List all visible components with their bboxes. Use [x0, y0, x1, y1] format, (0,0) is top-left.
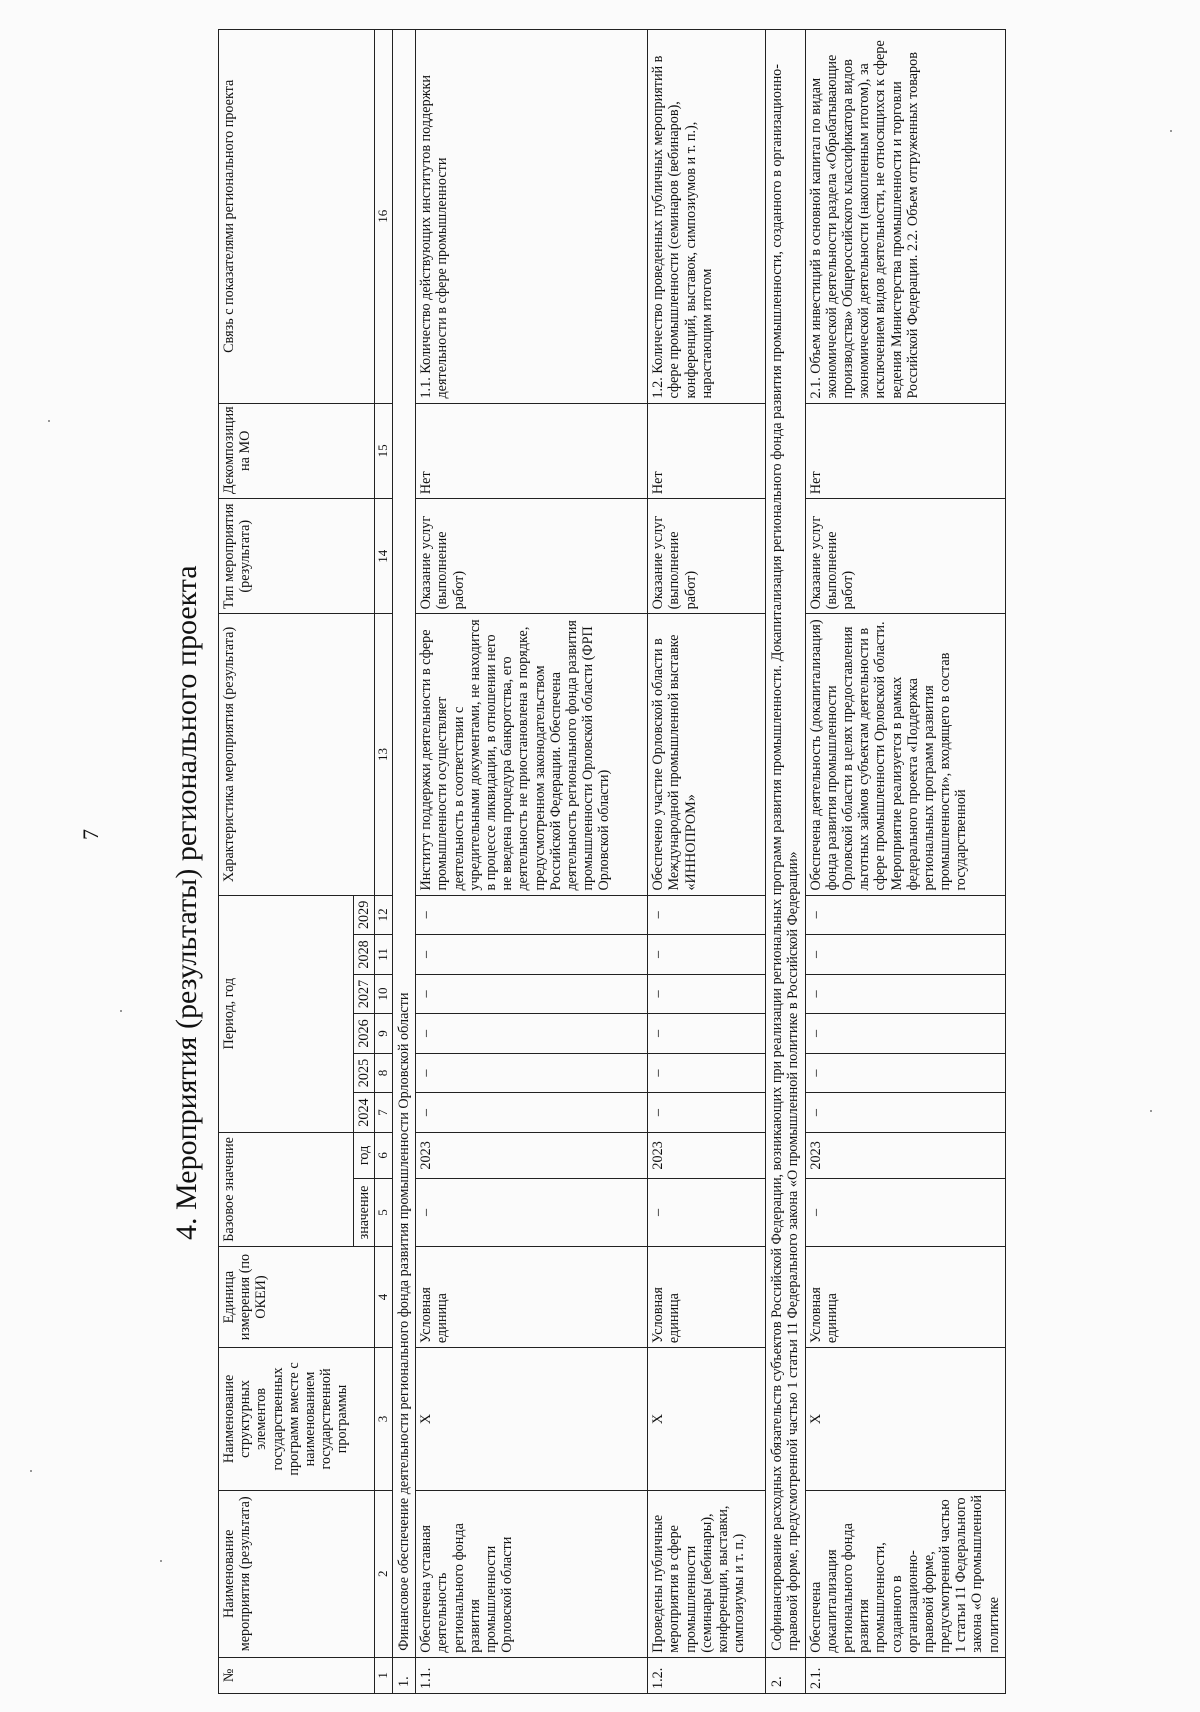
header-year: 2024	[354, 1093, 375, 1133]
year-value: –	[416, 1093, 648, 1133]
event-name: Обеспечена докапитализация регионального фонда развития промышленности, созданного в организационно-правовой форме, предусмотренной частью 1 статьи 11 Федерального закона «О промышленной политике	[805, 1490, 1005, 1657]
scan-speck	[30, 1470, 32, 1472]
column-number: 3	[375, 1348, 393, 1491]
column-number-row	[375, 30, 393, 1694]
section-number: 2.	[766, 1657, 805, 1693]
header-no: №	[219, 1657, 375, 1693]
row-number: 2.1.	[805, 1657, 1005, 1693]
header-characteristic: Характеристика мероприятия (результата)	[219, 614, 375, 895]
page-number: 7	[78, 829, 103, 840]
row-number: 1.1.	[416, 1657, 648, 1693]
year-value: –	[648, 1014, 766, 1054]
header-structural: Наименование структурных элементов государственных программ вместе с наименованием государственной программы	[219, 1348, 375, 1491]
events-table	[218, 29, 1006, 1694]
year-value: –	[805, 974, 1005, 1014]
year-value: –	[416, 935, 648, 975]
indicator-link: 2.1. Объем инвестиций в основной капитал по видам экономической деятельности раздела «Обрабатывающие производства» Общероссийского классификатора видов экономической деятельности (накопленным итогом), за исключением видов деятельности, не относящихся к сфере ведения Министерства промышленности и торговли Российской Федерации. 2.2. Объем отгруженных товаров	[805, 30, 1005, 404]
section-row-2	[766, 30, 805, 1694]
header-year: 2025	[354, 1053, 375, 1093]
structural-element: Х	[805, 1348, 1005, 1491]
section-title: 4. Мероприятия (результаты) регионального проекта	[170, 565, 203, 1240]
decomposition: Нет	[416, 403, 648, 499]
year-value: –	[805, 1053, 1005, 1093]
section-title-text: Софинансирование расходных обязательств субъектов Российской Федерации, возникающих при реализации региональных программ развития промышленности. Докапитализация регионального фонда развития промышленности, созданного в организационно-правовой форме, предусмотренной частью 1 статьи 11 Федерального закона «О промышленной политике в Российской Федерации»	[766, 30, 805, 1658]
characteristic: Обеспечено участие Орловской области в Международной промышленной выставке «ИННОПРОМ»	[648, 614, 766, 895]
header-base: Базовое значение	[219, 1132, 354, 1246]
year-value: –	[805, 935, 1005, 975]
column-number: 4	[375, 1247, 393, 1348]
section-number: 1.	[393, 1657, 416, 1693]
event-name: Обеспечена уставная деятельность регионального фонда развития промышленности Орловской области	[416, 1490, 648, 1657]
table-row	[805, 30, 1005, 1694]
year-value: –	[416, 974, 648, 1014]
year-value: –	[648, 974, 766, 1014]
indicator-link: 1.1. Количество действующих институтов поддержки деятельности в сфере промышленности	[416, 30, 648, 404]
year-value: –	[805, 895, 1005, 935]
year-value: –	[416, 1053, 648, 1093]
scan-speck	[1170, 130, 1172, 132]
header-year: 2028	[354, 935, 375, 975]
header-unit: Единица измерения (по ОКЕИ)	[219, 1247, 375, 1348]
column-number: 14	[375, 499, 393, 614]
column-number: 1	[375, 1657, 393, 1693]
base-value: –	[805, 1178, 1005, 1246]
scan-speck	[120, 1010, 122, 1012]
row-number: 1.2.	[648, 1657, 766, 1693]
year-value: –	[648, 1053, 766, 1093]
header-base-year: год	[354, 1132, 375, 1178]
base-year: 2023	[416, 1132, 648, 1178]
header-type: Тип мероприятия (результата)	[219, 499, 375, 614]
unit: Условная единица	[648, 1247, 766, 1348]
decomposition: Нет	[805, 403, 1005, 499]
column-number: 2	[375, 1490, 393, 1657]
decomposition: Нет	[648, 403, 766, 499]
column-number: 12	[375, 895, 393, 935]
indicator-link: 1.2. Количество проведенных публичных мероприятий в сфере промышленности (семинаров (вебинаров), конференций, выставок, симпозиумов и т. п.), нарастающим итогом	[648, 30, 766, 404]
structural-element: Х	[416, 1348, 648, 1491]
events-table-container	[218, 29, 1186, 1694]
unit: Условная единица	[416, 1247, 648, 1348]
structural-element: Х	[648, 1348, 766, 1491]
unit: Условная единица	[805, 1247, 1005, 1348]
scan-speck	[160, 1560, 162, 1562]
year-value: –	[648, 1093, 766, 1133]
column-number: 6	[375, 1132, 393, 1178]
column-number: 13	[375, 614, 393, 895]
header-year: 2026	[354, 1014, 375, 1054]
event-type: Оказание услуг (выполнение работ)	[805, 499, 1005, 614]
base-year: 2023	[648, 1132, 766, 1178]
section-row-1	[393, 30, 416, 1694]
year-value: –	[805, 1093, 1005, 1133]
year-value: –	[805, 1014, 1005, 1054]
header-decomposition: Декомпозиция на МО	[219, 403, 375, 499]
event-type: Оказание услуг (выполнение работ)	[648, 499, 766, 614]
event-name: Проведены публичные мероприятия в сфере промышленности (семинары (вебинары), конференции, выставки, симпозиумы и т. п.)	[648, 1490, 766, 1657]
base-value: –	[648, 1178, 766, 1246]
column-number: 8	[375, 1053, 393, 1093]
base-value: –	[416, 1178, 648, 1246]
year-value: –	[648, 935, 766, 975]
scan-speck	[1150, 1110, 1152, 1112]
characteristic: Институт поддержки деятельности в сфере промышленности осуществляет деятельность в соответствии с учредительными документами, не находится в процессе ликвидации, в отношении него не введена процедура банкротства, его деятельность не приостановлена в порядке, предусмотренном законодательством Российской Федерации. Обеспечена деятельность регионального фонда развития промышленности Орловской области (ФРП Орловской области)	[416, 614, 648, 895]
header-base-value: значение	[354, 1178, 375, 1246]
column-number: 9	[375, 1014, 393, 1054]
header-link: Связь с показателями регионального проекта	[219, 30, 375, 404]
year-value: –	[416, 895, 648, 935]
characteristic: Обеспечена деятельность (докапитализация) фонда развития промышленности Орловской области в целях предоставления льготных займов субъектам деятельности в сфере промышленности Орловской области. Мероприятие реализуется в рамках федерального проекта «Поддержка региональных программ развития промышленности», входящего в состав государственной	[805, 614, 1005, 895]
table-row	[648, 30, 766, 1694]
header-period: Период, год	[219, 895, 354, 1132]
header-name: Наименование мероприятия (результата)	[219, 1490, 375, 1657]
scan-speck	[48, 420, 50, 422]
column-number: 5	[375, 1178, 393, 1246]
column-number: 10	[375, 974, 393, 1014]
year-value: –	[416, 1014, 648, 1054]
base-year: 2023	[805, 1132, 1005, 1178]
column-number: 16	[375, 30, 393, 404]
column-number: 11	[375, 935, 393, 975]
section-title-text: Финансовое обеспечение деятельности регионального фонда развития промышленности Орловской области	[393, 30, 416, 1658]
event-type: Оказание услуг (выполнение работ)	[416, 499, 648, 614]
table-row	[416, 30, 648, 1694]
column-number: 15	[375, 403, 393, 499]
header-year: 2029	[354, 895, 375, 935]
header-year: 2027	[354, 974, 375, 1014]
year-value: –	[648, 895, 766, 935]
column-number: 7	[375, 1093, 393, 1133]
